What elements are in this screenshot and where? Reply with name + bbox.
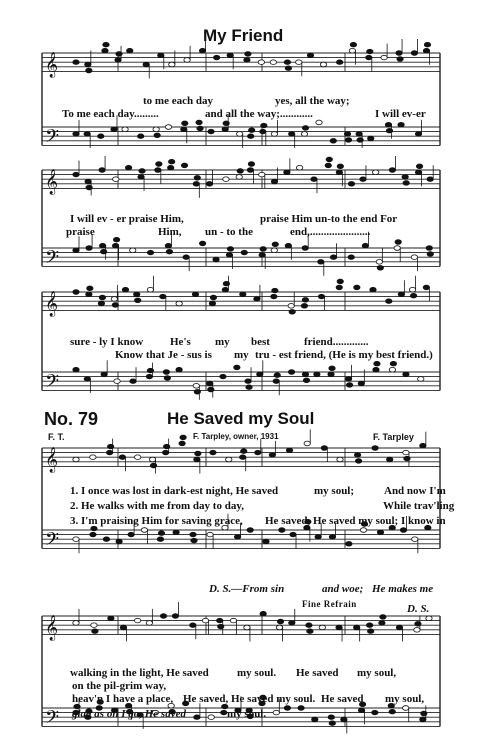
lyric: my soul, bbox=[385, 693, 425, 705]
lyric: Know that Je - sus is bbox=[115, 349, 212, 361]
lyric: tru - est friend, (He is my best friend.) bbox=[255, 349, 433, 361]
lyric: my soul, bbox=[357, 667, 397, 679]
music-credit: F. Tarpley bbox=[373, 432, 414, 442]
lyric: He's bbox=[170, 336, 191, 348]
svg-text:𝄢: 𝄢 bbox=[45, 529, 60, 555]
svg-text:𝄢: 𝄢 bbox=[45, 371, 60, 397]
ds-line: He makes me bbox=[372, 583, 434, 595]
lyric: my bbox=[234, 349, 249, 361]
lyric: my soul. bbox=[227, 708, 267, 720]
lyric: un - to the bbox=[205, 226, 253, 238]
lyric: He saved, He saved my soul. bbox=[183, 693, 316, 705]
verse-line: 3. I'm praising Him for saving grace, bbox=[70, 515, 243, 527]
lyric: He saved bbox=[321, 693, 364, 705]
lyric: end,...................... bbox=[290, 226, 371, 238]
lyric: yes, all the way; bbox=[275, 95, 350, 107]
lyric: my bbox=[215, 336, 230, 348]
lyric: I will ev - er praise Him, bbox=[70, 213, 184, 225]
svg-text:𝄢: 𝄢 bbox=[45, 247, 60, 273]
verse-line: While trav'ling bbox=[383, 500, 455, 512]
verse-line: 1. I once was lost in dark-est night, He saved bbox=[70, 485, 279, 497]
svg-text:𝄞: 𝄞 bbox=[45, 169, 59, 195]
svg-text:𝄞: 𝄞 bbox=[45, 52, 59, 78]
song-title: He Saved my Soul bbox=[167, 409, 315, 428]
svg-text:𝄞: 𝄞 bbox=[45, 291, 59, 317]
hymn-number: No. 79 bbox=[44, 409, 99, 429]
lyric: praise bbox=[66, 226, 95, 238]
song-title: My Friend bbox=[203, 26, 284, 45]
lyric: friend............. bbox=[304, 336, 369, 348]
ds-line: D. S.—From sin bbox=[209, 583, 285, 595]
ds-line: and woe; bbox=[322, 583, 364, 595]
verse-line: He saved, He saved my soul; I know in bbox=[265, 515, 446, 527]
owner-credit: F. Tarpley, owner, 1931 bbox=[193, 432, 279, 441]
lyric: and all the way;............ bbox=[205, 108, 313, 120]
svg-text:𝄢: 𝄢 bbox=[45, 707, 60, 733]
lyric: walking in the light, He saved bbox=[70, 667, 209, 679]
lyric: glad as on I go, He saved bbox=[72, 708, 186, 720]
svg-text:𝄞: 𝄞 bbox=[45, 615, 59, 641]
words-credit: F. T. bbox=[48, 432, 65, 442]
verse-line: 2. He walks with me from day to day, bbox=[70, 500, 244, 512]
lyric: He saved bbox=[296, 667, 339, 679]
lyric: praise Him un-to the end For bbox=[260, 213, 398, 225]
svg-text:𝄞: 𝄞 bbox=[45, 447, 59, 473]
ds-mark: D. S. bbox=[407, 603, 430, 615]
verse-line: my soul; bbox=[314, 485, 355, 497]
lyric: sure - ly I know bbox=[70, 336, 144, 348]
lyric: I will ev-er bbox=[375, 108, 426, 120]
svg-text:𝄢: 𝄢 bbox=[45, 126, 60, 152]
lyric: heav'n I have a place, bbox=[72, 693, 174, 705]
fine-refrain-label: Fine Refrain bbox=[302, 599, 357, 609]
lyric: best bbox=[251, 336, 270, 348]
lyric: my soul. bbox=[237, 667, 277, 679]
lyric: on the pil-grim way, bbox=[72, 680, 167, 692]
lyric: Him, bbox=[158, 226, 182, 238]
lyric: to me each day bbox=[143, 95, 213, 107]
lyric: To me each day......... bbox=[62, 108, 159, 120]
verse-line: And now I'm bbox=[384, 485, 446, 497]
